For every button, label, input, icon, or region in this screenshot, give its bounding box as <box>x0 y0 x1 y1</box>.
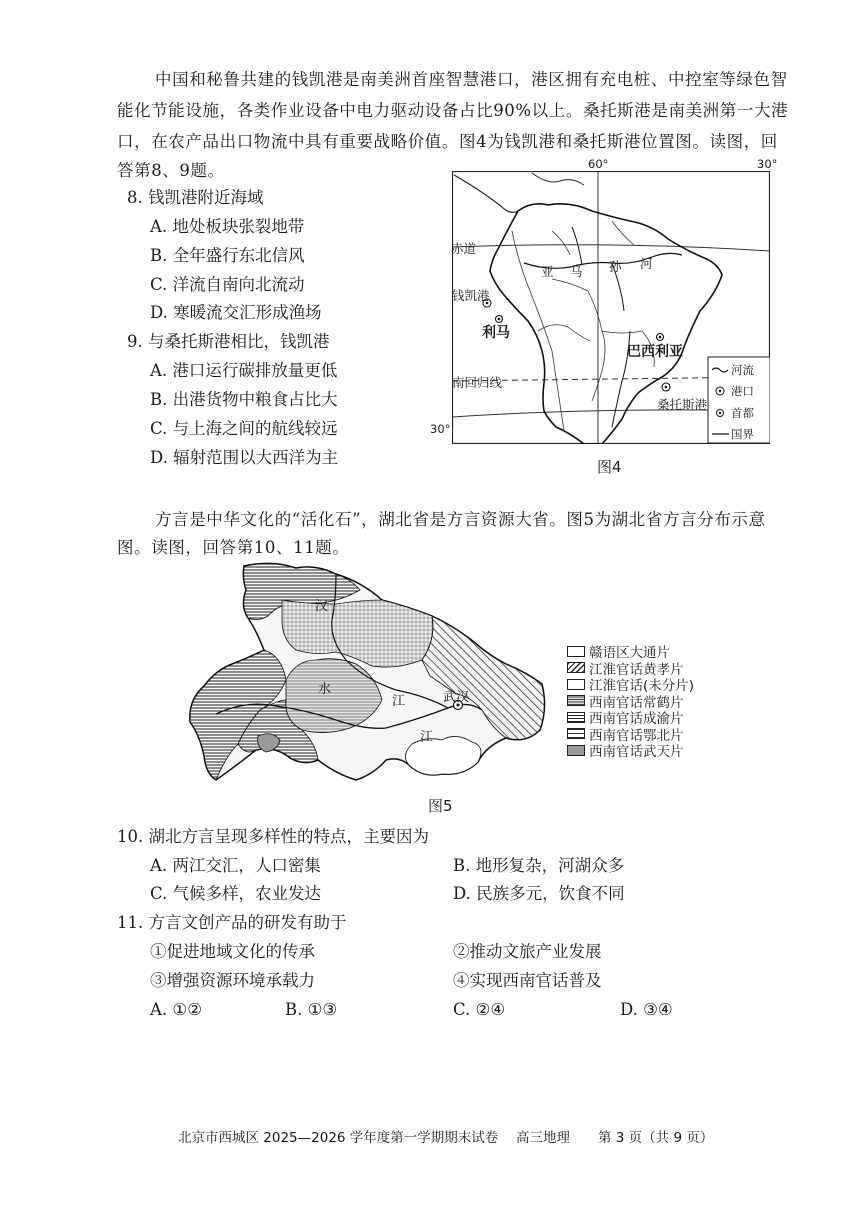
map5-shui-label: 水 <box>318 682 332 697</box>
q11-item-3: ③增强资源环境承载力 <box>150 971 315 990</box>
map5-wuhan-label: 武汉 <box>443 690 470 705</box>
map4-legend-port: 港口 <box>731 384 754 398</box>
map5-legend-item: 西南官话常鹤片 <box>567 693 694 710</box>
map4-legend-border: 国界 <box>731 427 754 441</box>
footer-subject: 高三地理 <box>516 1130 570 1146</box>
map4-legend-river: 河流 <box>731 363 754 377</box>
q10-stem: 10. 湖北方言呈现多样性的特点，主要因为 <box>117 827 429 846</box>
jianghuai-swatch-icon <box>567 679 585 690</box>
q9-option-b[interactable]: B. 出港货物中粮食占比大 <box>150 390 338 409</box>
huangxiao-swatch-icon <box>567 662 585 673</box>
map4-tropic-label: 南回归线 <box>452 375 503 390</box>
map4-amazon-char-2: 马 <box>570 264 583 279</box>
intro2-line2: 图。读图，回答第10、11题。 <box>117 538 350 557</box>
q8-stem: 8. 钱凯港附近海域 <box>127 188 264 207</box>
map5-legend <box>567 643 694 759</box>
intro1-line4: 答第8、9题。 <box>117 161 225 180</box>
q8-option-a[interactable]: A. 地处板块张裂地带 <box>150 217 305 236</box>
map4-amazon-char-4: 河 <box>640 256 653 271</box>
q11-item-1: ①促进地域文化的传承 <box>150 942 315 961</box>
footer-page-number: 第 3 页（共 9 页） <box>598 1130 714 1146</box>
map5-legend-item: 西南官话鄂北片 <box>567 726 694 743</box>
map4-equator-label: 赤道 <box>451 241 477 256</box>
ebei-swatch-icon <box>567 728 585 739</box>
map4-brasilia-label: 巴西利亚 <box>627 344 683 360</box>
q11-item-4: ④实现西南官话普及 <box>453 971 602 990</box>
q9-option-c[interactable]: C. 与上海之间的航线较远 <box>150 419 338 438</box>
q11-stem: 11. 方言文创产品的研发有助于 <box>117 913 347 932</box>
intro1-line1: 中国和秘鲁共建的钱凯港是南美洲首座智慧港口，港区拥有充电桩、中控室等绿色智 <box>155 70 788 89</box>
wutian-swatch-icon <box>567 745 585 756</box>
map5-hubei-dialects <box>186 560 552 786</box>
q8-option-d[interactable]: D. 寒暖流交汇形成渔场 <box>150 303 322 322</box>
map5-legend-item: 西南官话成渝片 <box>567 709 694 726</box>
q11-option-c[interactable]: C. ②④ <box>453 1000 506 1019</box>
map4-south-america <box>452 171 770 444</box>
map4-qiankai-label: 钱凯港 <box>452 288 490 303</box>
map4-lon-60: 60° <box>588 157 609 171</box>
q10-option-c[interactable]: C. 气候多样，农业发达 <box>150 884 322 903</box>
changhe-swatch-icon <box>567 695 585 706</box>
q9-option-d[interactable]: D. 辐射范围以大西洋为主 <box>150 448 339 467</box>
map4-amazon-char-1: 亚 <box>541 264 554 279</box>
map4-amazon-char-3: 孙 <box>609 259 622 274</box>
map5-legend-item: 赣语区大通片 <box>567 643 694 660</box>
map5-han-label: 汉 <box>315 599 329 614</box>
q10-option-d[interactable]: D. 民族多元，饮食不同 <box>453 884 625 903</box>
map4-lat-30: 30° <box>430 422 451 436</box>
q9-stem: 9. 与桑托斯港相比，钱凯港 <box>127 332 330 351</box>
q11-option-d[interactable]: D. ③④ <box>620 1000 673 1019</box>
q10-option-a[interactable]: A. 两江交汇，人口密集 <box>150 856 321 875</box>
map5-legend-item: 江淮官话(未分片) <box>567 676 694 693</box>
q11-option-b[interactable]: B. ①③ <box>285 1000 338 1019</box>
q10-option-b[interactable]: B. 地形复杂，河湖众多 <box>453 856 625 875</box>
footer-exam-title: 北京市西城区 2025—2026 学年度第一学期期末试卷 <box>178 1130 499 1146</box>
map5-jiang2-label: 江 <box>420 730 434 745</box>
intro1-line3: 口，在农产品出口物流中具有重要战略价值。图4为钱凯港和桑托斯港位置图。读图，回 <box>117 132 778 151</box>
intro1-line2: 能化节能设施，各类作业设备中电力驱动设备占比90%以上。桑托斯港是南美洲第一大港 <box>117 101 789 120</box>
q11-item-2: ②推动文旅产业发展 <box>453 942 602 961</box>
chengyu-swatch-icon <box>567 712 585 723</box>
map4-lima-label: 利马 <box>482 325 510 341</box>
map5-legend-item: 西南官话武天片 <box>567 742 694 759</box>
map4-legend-capital: 首都 <box>731 406 754 420</box>
q9-option-a[interactable]: A. 港口运行碳排放量更低 <box>150 361 338 380</box>
map4-caption: 图4 <box>597 458 622 476</box>
map4-santos-label: 桑托斯港 <box>657 397 708 412</box>
q11-option-a[interactable]: A. ①② <box>150 1000 202 1019</box>
intro2-line1: 方言是中华文化的“活化石”，湖北省是方言资源大省。图5为湖北省方言分布示意 <box>155 510 766 529</box>
map5-jiang1-label: 江 <box>392 694 406 709</box>
q8-option-b[interactable]: B. 全年盛行东北信风 <box>150 246 305 265</box>
map4-lon-30: 30° <box>757 157 778 171</box>
map5-legend-item: 江淮官话黄孝片 <box>567 660 694 677</box>
map5-caption: 图5 <box>428 797 453 815</box>
q8-option-c[interactable]: C. 洋流自南向北流动 <box>150 275 305 294</box>
gan-swatch-icon <box>567 646 585 657</box>
